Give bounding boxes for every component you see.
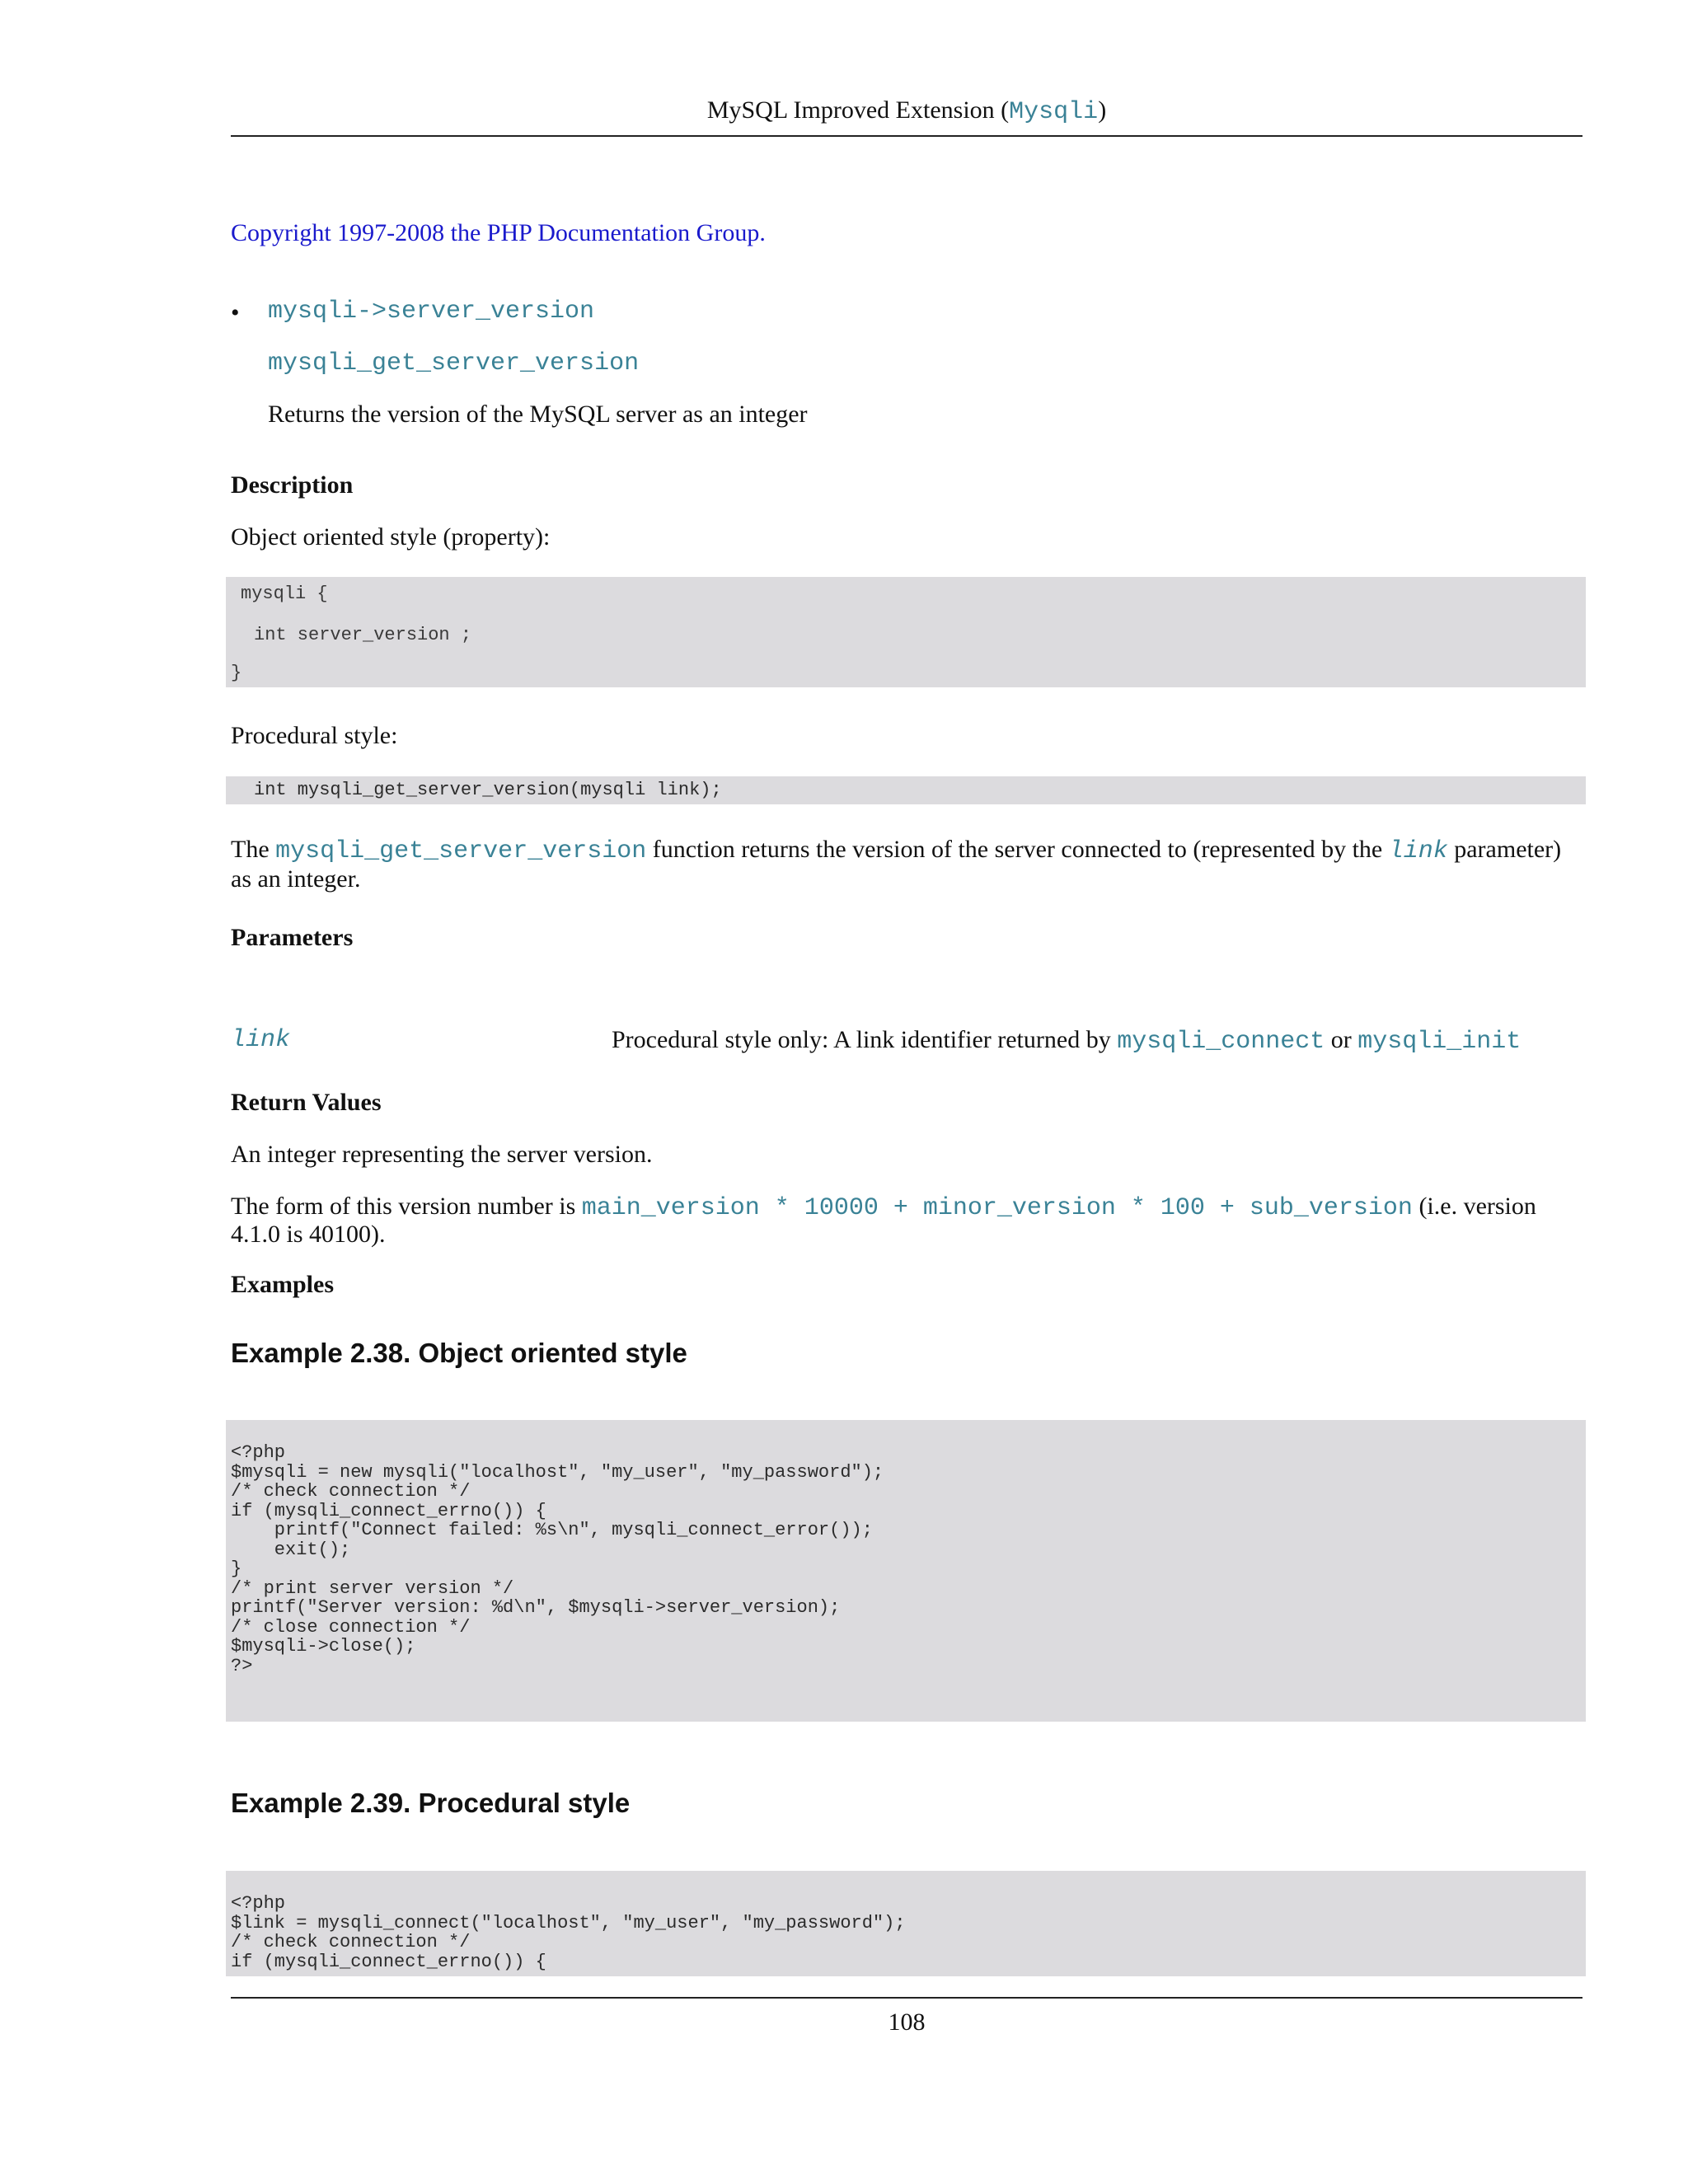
description-text [231, 836, 1582, 865]
page-header [231, 92, 1582, 130]
example-1-code-text: <?php $mysqli = new mysqli("localhost", "my_user", "my_password"); /* check connection */ if (mysqli_connect_errno()) { printf("Connect failed: %s\n", mysqli_connect_error()); exit(); } /* print server version */ printf("Server version: %d\n", $mysqli->server_version); /* close connection */ $mysqli->close(); ?> [231, 1442, 884, 1676]
desc-text-part: parameter) [1447, 836, 1562, 863]
return-values-heading: Return Values [231, 1089, 382, 1116]
oo-style-label: Object oriented style (property): [231, 523, 551, 551]
description-heading: Description [231, 471, 354, 499]
header-rule [231, 135, 1582, 137]
examples-heading: Examples [231, 1271, 335, 1298]
proc-style-label: Procedural style: [231, 722, 398, 749]
form-text: The form of this version number is [231, 1193, 582, 1220]
entry-name-oo[interactable]: mysqli->server_version [268, 298, 595, 326]
example-2-title: Example 2.39. Procedural style [231, 1788, 631, 1818]
header-title: MySQL Improved Extension ( [706, 96, 1010, 124]
example-2-code [226, 1871, 1586, 1976]
header-close: ) [1098, 96, 1107, 124]
bullet-icon: • [231, 299, 240, 326]
entry-purpose: Returns the version of the MySQL server as an integer [268, 401, 808, 428]
entry-name-proc[interactable]: mysqli_get_server_version [268, 349, 640, 377]
desc-param-ref: link [1388, 837, 1448, 865]
return-values-form-line2: 4.1.0 is 40100). [231, 1221, 386, 1248]
return-values-line1: An integer representing the server version. [231, 1141, 653, 1168]
desc-func-link[interactable]: mysqli_get_server_version [275, 837, 647, 865]
return-values-form [231, 1193, 1582, 1222]
parameters-heading: Parameters [231, 924, 354, 951]
mysqli-init-link[interactable]: mysqli_init [1357, 1028, 1522, 1056]
form-text: (i.e. version [1412, 1193, 1536, 1220]
oo-line: int server_version ; [254, 625, 472, 645]
param-link-description [612, 1024, 1521, 1058]
desc-text-part: function returns the version of the server connected to (represented by the [646, 836, 1389, 863]
page-number: 108 [888, 2008, 926, 2036]
param-desc-text: or [1325, 1026, 1358, 1053]
example-1-code [226, 1420, 1586, 1722]
param-desc-text: Procedural style only: A link identifier returned by [612, 1026, 1118, 1053]
footer-rule [231, 1997, 1582, 1999]
mysqli-connect-link[interactable]: mysqli_connect [1117, 1028, 1325, 1056]
proc-synopsis [226, 776, 1586, 804]
version-formula: main_version * 10000 + minor_version * 100 + sub_version [581, 1194, 1413, 1222]
description-text-line2: as an integer. [231, 865, 361, 893]
oo-synopsis [226, 577, 1586, 687]
oo-line: mysqli { [241, 583, 328, 604]
desc-text-part: The [231, 836, 276, 863]
oo-line: } [231, 663, 242, 683]
proc-line: int mysqli_get_server_version(mysqli link); [254, 780, 722, 800]
param-link-name: link [231, 1026, 291, 1054]
header-code: Mysqli [1009, 98, 1099, 126]
example-2-code-text: <?php $link = mysqli_connect("localhost", "my_user", "my_password"); /* check connection */ if (mysqli_connect_errno()) { [231, 1893, 906, 1972]
example-1-title: Example 2.38. Object oriented style [231, 1338, 687, 1368]
copyright-link[interactable]: Copyright 1997-2008 the PHP Documentation Group. [231, 219, 766, 246]
